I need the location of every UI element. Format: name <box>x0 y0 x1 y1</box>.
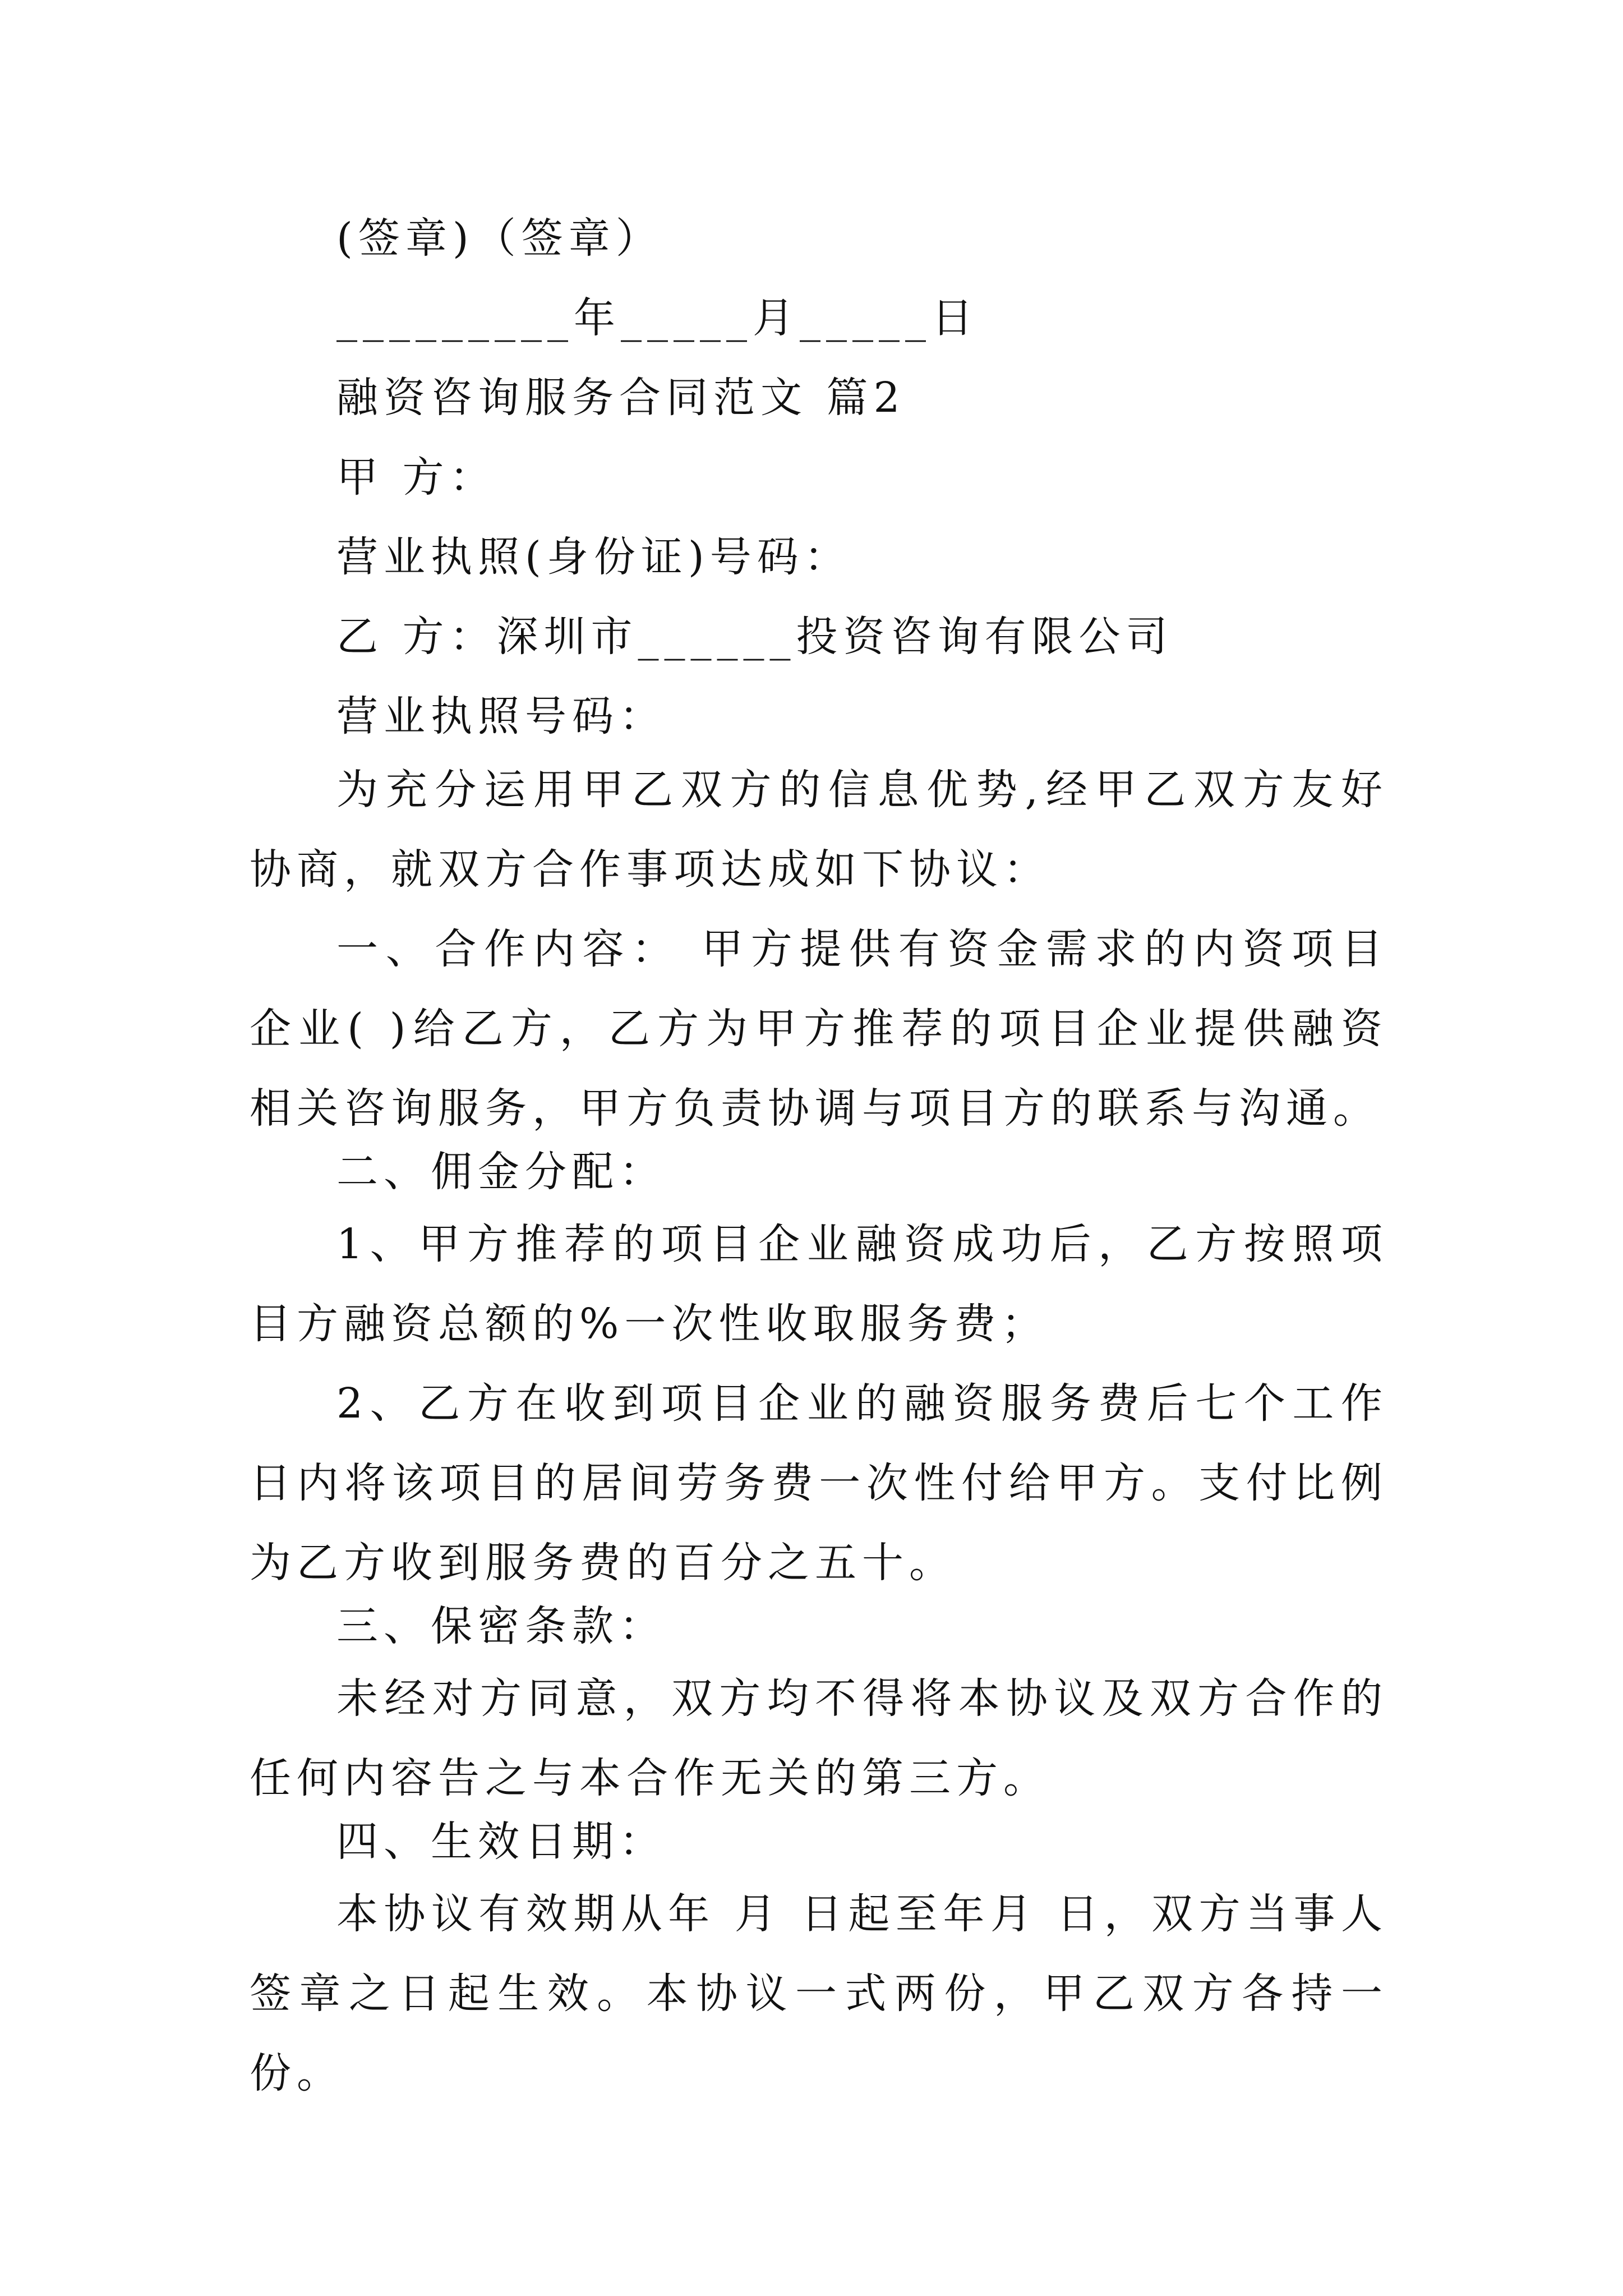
document-title: 融资咨询服务合同范文 篇2 <box>336 374 906 422</box>
date-line: _________年_____月_____日 <box>336 294 979 342</box>
section4-body: 本协议有效期从年 月 日起至年月 日，双方当事人签章之日起生效。本协议一式两份，甲乙双方各持一份。 <box>250 1890 1388 2097</box>
section3-heading: 三、保密条款： <box>336 1602 666 1650</box>
party-a-line: 甲 方： <box>336 453 497 501</box>
intro-paragraph: 为充分运用甲乙双方的信息优势,经甲乙双方友好协商，就双方合作事项达成如下协议： <box>250 766 1388 894</box>
section2-item2: 2、乙方在收到项目企业的融资服务费后七个工作日内将该项目的居间劳务费一次性付给甲方。支付比例为乙方收到服务费的百分之五十。 <box>250 1379 1388 1587</box>
section3-body: 未经对方同意，双方均不得将本协议及双方合作的任何内容告之与本合作无关的第三方。 <box>250 1674 1388 1802</box>
section2-item1: 1、甲方推荐的项目企业融资成功后，乙方按照项目方融资总额的%一次性收取服务费； <box>250 1220 1388 1348</box>
party-b-line: 乙 方：深圳市______投资咨询有限公司 <box>336 613 1173 661</box>
party-a-license-line: 营业执照(身份证)号码： <box>336 533 851 581</box>
party-b-license-line: 营业执照号码： <box>336 692 666 740</box>
signature-line: (签章)（签章） <box>336 214 663 263</box>
section4-heading: 四、生效日期： <box>336 1818 666 1866</box>
section1-paragraph: 一、合作内容： 甲方提供有资金需求的内资项目企业( )给乙方，乙方为甲方推荐的项目企业提供融资相关咨询服务，甲方负责协调与项目方的联系与沟通。 <box>250 925 1388 1133</box>
section2-heading: 二、佣金分配： <box>336 1148 666 1196</box>
